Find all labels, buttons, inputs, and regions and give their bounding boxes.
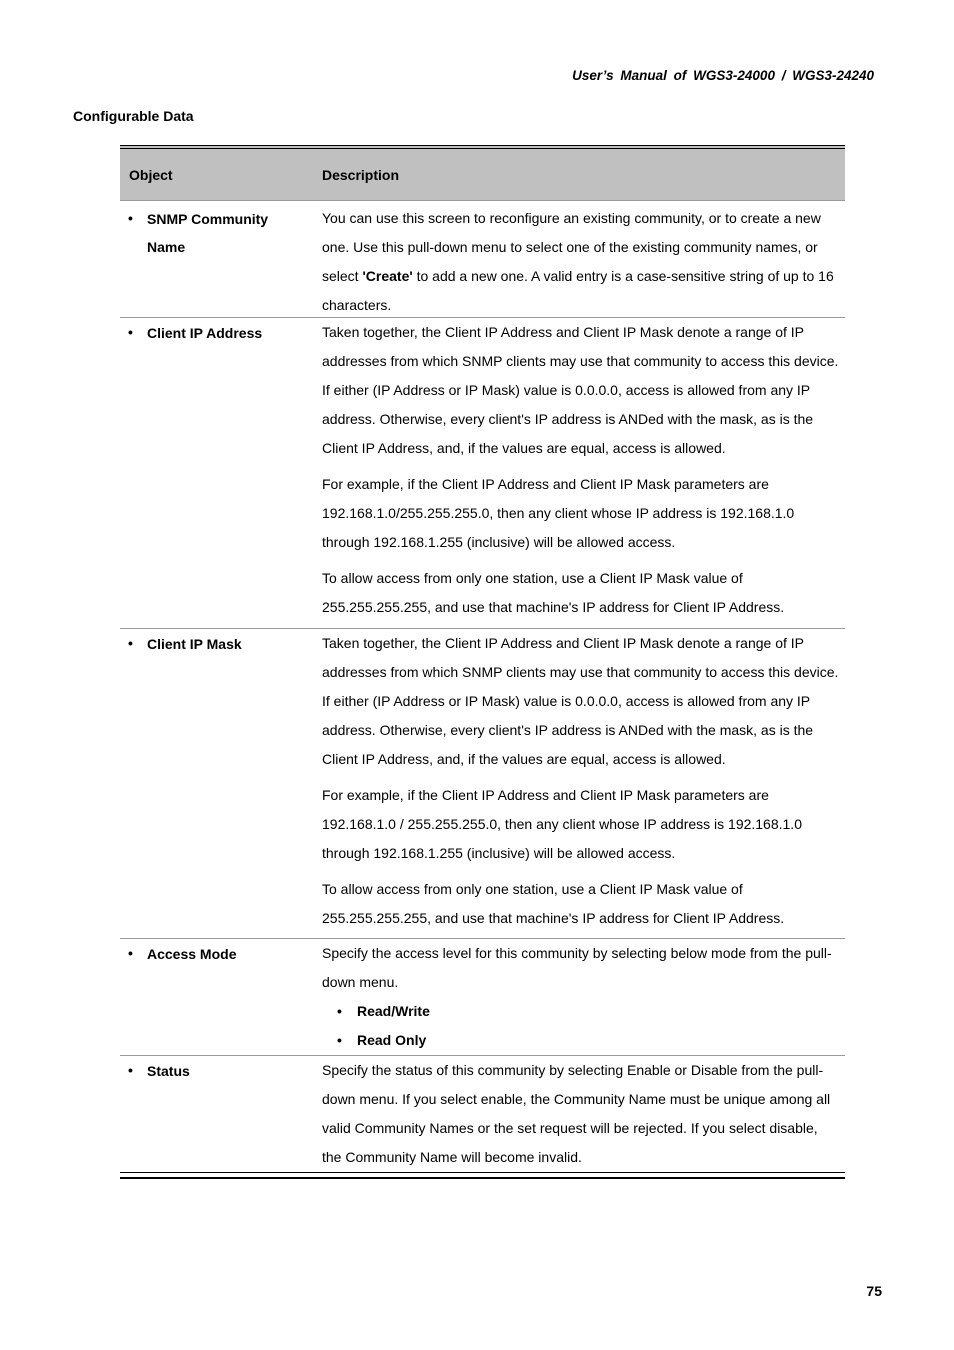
object-name: Client IP Mask (147, 636, 242, 652)
object-cell (120, 204, 313, 317)
description-cell (313, 629, 845, 938)
object-name: Client IP Address (147, 325, 263, 341)
description-paragraph: Specify the status of this community by selecting Enable or Disable from the pull-down menu. If you select enable, the Community Name must be unique among all valid Community Names or the set request will be rejected. If you select disable, the Community Name will become invalid. (322, 1062, 831, 1165)
list-item (322, 1026, 839, 1055)
description-cell (313, 318, 845, 628)
description-cell (313, 939, 845, 1055)
table-bottom-rule (120, 1172, 845, 1179)
description-cell (313, 204, 845, 317)
object-name: SNMP Community Name (147, 211, 269, 255)
table-row (120, 318, 845, 629)
table-row (120, 939, 845, 1056)
table-row (120, 1056, 845, 1172)
object-cell (120, 1056, 313, 1172)
table-header (120, 145, 845, 201)
description-cell (313, 1056, 845, 1172)
bullet-icon: • (128, 635, 133, 651)
object-cell (120, 318, 313, 628)
description-paragraph: For example, if the Client IP Address and Client IP Mask parameters are 192.168.1.0 / 255.255.255.0, then any client whose IP address is 192.168.1.0 through 192.168.1.255 (inclusive) will be allowed access. (322, 787, 802, 861)
list-item (322, 997, 839, 1026)
bullet-icon: • (128, 324, 133, 340)
bullet-icon: • (128, 1062, 133, 1078)
description-paragraph: Specify the access level for this community by selecting below mode from the pull-down menu. (322, 945, 832, 990)
bullet-icon: • (337, 1032, 342, 1048)
object-name: Status (147, 1063, 190, 1079)
option-read-only: Read Only (357, 1032, 427, 1048)
bullet-icon: • (337, 1003, 342, 1019)
object-cell (120, 629, 313, 938)
bullet-icon: • (128, 945, 133, 961)
configurable-data-table (120, 145, 845, 1179)
column-header-description: Description (322, 166, 400, 183)
section-title: Configurable Data (73, 108, 194, 124)
page-number: 75 (866, 1283, 882, 1299)
column-header-object: Object (129, 166, 173, 183)
bullet-icon: • (128, 210, 133, 226)
object-name: Access Mode (147, 946, 237, 962)
table-row (120, 629, 845, 939)
description-paragraph: You can use this screen to reconfigure an existing community, or to create a new one. Use this pull-down menu to select one of the existing community names, or select 'Create' to add a new one. A valid entry is a case-sensitive string of up to 16 characters. (322, 210, 834, 313)
description-paragraph: For example, if the Client IP Address and Client IP Mask parameters are 192.168.1.0/255.255.255.0, then any client whose IP address is 192.168.1.0 through 192.168.1.255 (inclusive) will be allowed access. (322, 476, 795, 550)
description-paragraph: Taken together, the Client IP Address and Client IP Mask denote a range of IP addresses from which SNMP clients may use that community to access this device. If either (IP Address or IP Mask) value is 0.0.0.0, access is allowed from any IP address. Otherwise, every client's IP address is ANDed with the mask, as is the Client IP Address, and, if the values are equal, access is allowed. (322, 635, 839, 767)
description-paragraph: To allow access from only one station, use a Client IP Mask value of 255.255.255.255, and use that machine's IP address for Client IP Address. (322, 570, 785, 615)
option-read-write: Read/Write (357, 1003, 430, 1019)
description-paragraph: Taken together, the Client IP Address and Client IP Mask denote a range of IP addresses from which SNMP clients may use that community to access this device. If either (IP Address or IP Mask) value is 0.0.0.0, access is allowed from any IP address. Otherwise, every client's IP address is ANDed with the mask, as is the Client IP Address, and, if the values are equal, access is allowed. (322, 324, 839, 456)
description-paragraph: To allow access from only one station, use a Client IP Mask value of 255.255.255.255, and use that machine's IP address for Client IP Address. (322, 881, 785, 926)
object-cell (120, 939, 313, 1055)
table-row (120, 201, 845, 318)
manual-header: User’s Manual of WGS3-24000 / WGS3-24240 (572, 68, 874, 83)
